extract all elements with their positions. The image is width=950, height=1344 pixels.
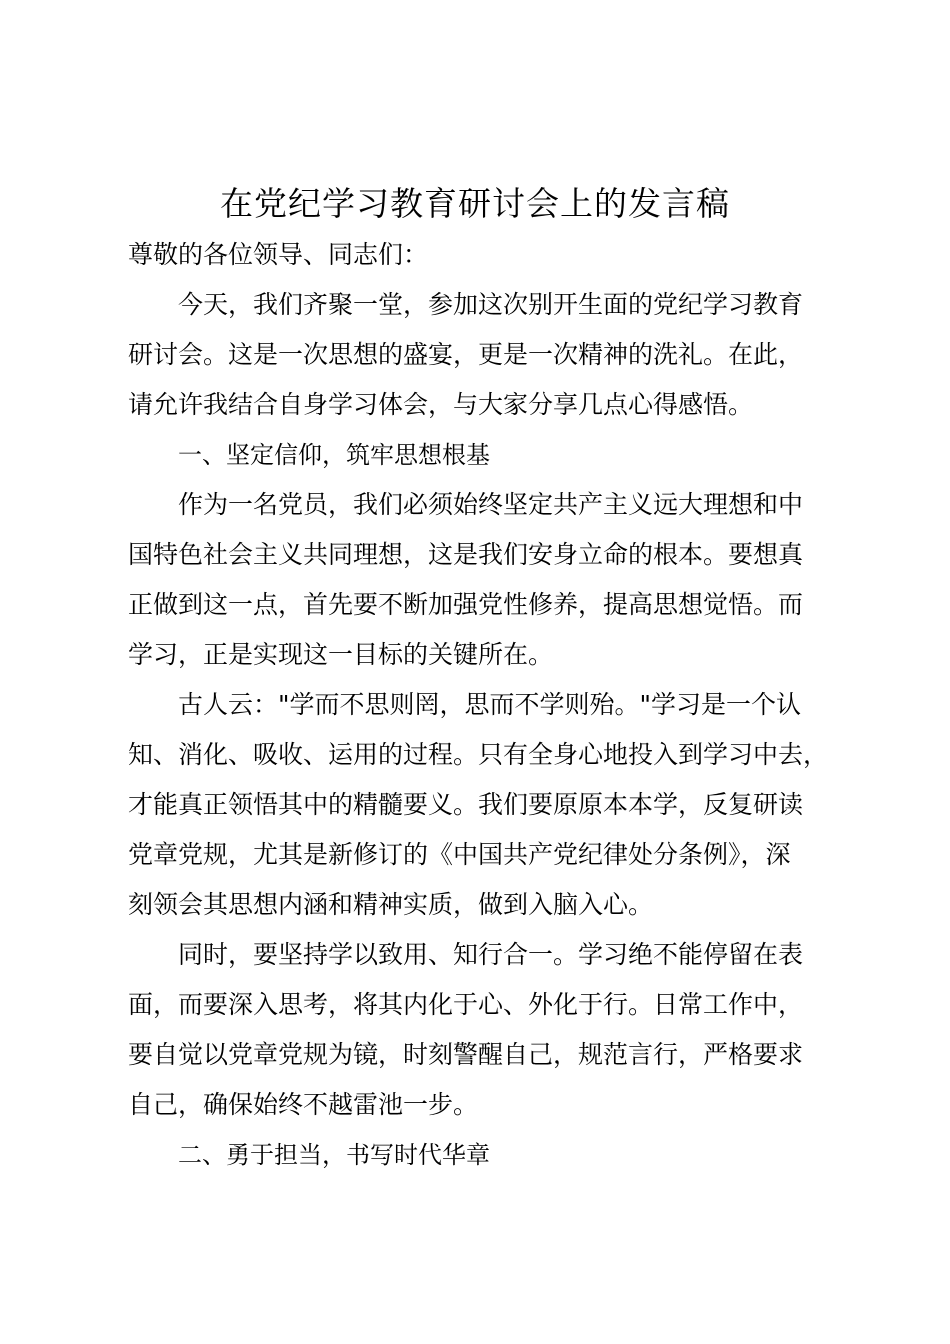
text-line: 同时，要坚持学以致用、知行合一。学习绝不能停留在表	[178, 940, 804, 969]
text-line: 今天，我们齐聚一堂，参加这次别开生面的党纪学习教育	[178, 290, 804, 319]
text-line: 国特色社会主义共同理想，这是我们安身立命的根本。要想真	[128, 540, 804, 569]
text-line: 作为一名党员，我们必须始终坚定共产主义远大理想和中	[178, 490, 804, 519]
text-line: 学习，正是实现这一目标的关键所在。	[128, 640, 554, 669]
text-line: 才能真正领悟其中的精髓要义。我们要原原本本学，反复研读	[128, 790, 804, 819]
text-line: 研讨会。这是一次思想的盛宴，更是一次精神的洗礼。在此，	[128, 340, 804, 369]
salutation-block	[128, 230, 840, 280]
text-line: 自己，确保始终不越雷池一步。	[128, 1090, 479, 1119]
text-line: 请允许我结合自身学习体会，与大家分享几点心得感悟。	[128, 390, 754, 419]
section-heading: 二、勇于担当，书写时代华章	[178, 1141, 490, 1169]
text-line: 刻领会其思想内涵和精神实质，做到入脑入心。	[128, 890, 654, 919]
text-line: 要自觉以党章党规为镜，时刻警醒自己，规范言行，严格要求	[128, 1040, 804, 1069]
section-heading: 一、坚定信仰，筑牢思想根基	[178, 441, 490, 469]
text-line: 古人云："学而不思则罔，思而不学则殆。"学习是一个认	[178, 690, 802, 719]
salutation: 尊敬的各位领导、同志们：	[128, 240, 429, 269]
text-line: 党章党规，尤其是新修订的《中国共产党纪律处分条例》，深	[128, 840, 791, 869]
text-line: 知、消化、吸收、运用的过程。只有全身心地投入到学习中去，	[128, 740, 829, 769]
text-line: 正做到这一点，首先要不断加强党性修养，提高思想觉悟。而	[128, 590, 804, 619]
text-line: 面，而要深入思考，将其内化于心、外化于行。日常工作中，	[128, 990, 804, 1019]
document-title: 在党纪学习教育研讨会上的发言稿	[220, 184, 730, 223]
document-body	[128, 280, 840, 1180]
